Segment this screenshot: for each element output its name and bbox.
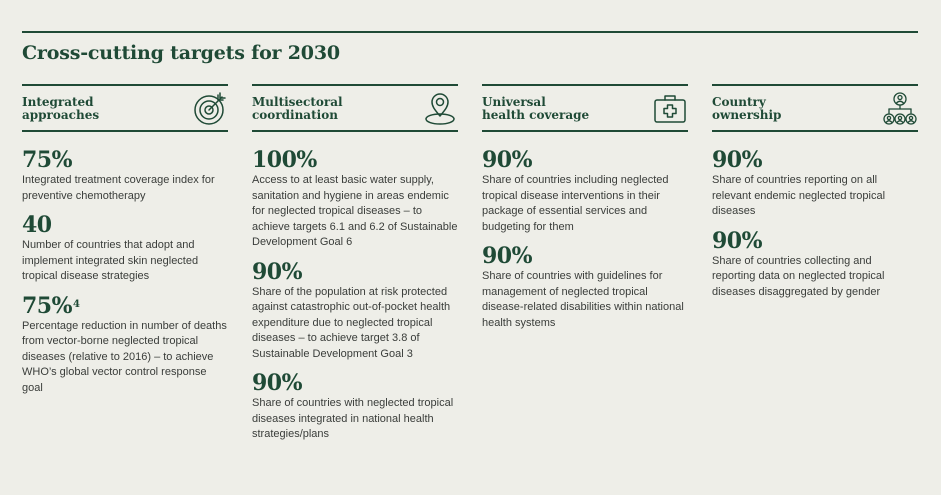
target-description: Share of countries reporting on all relevant endemic neglected tropical diseases: [712, 174, 886, 217]
column-header: [252, 86, 458, 130]
target-item: [712, 148, 918, 220]
target-item: [22, 213, 228, 285]
target-value: 90%: [712, 227, 763, 254]
target-item: [252, 260, 458, 363]
target-item: [482, 244, 688, 331]
top-divider: [22, 31, 918, 33]
target-icon: [192, 91, 228, 127]
target-value: 90%: [482, 243, 533, 269]
target-description: Share of countries with neglected tropical diseases integrated in national health strategies/plans: [252, 397, 454, 440]
target-item: [482, 148, 688, 235]
column-integrated-approaches: [22, 84, 228, 405]
column-title: Integrated approaches: [22, 95, 100, 122]
location-pin-icon: [422, 91, 458, 127]
target-description: Share of the population at risk protected against catastrophic out-of-pocket health expenditure due to neglected tropical diseases – to achieve target 3.8 of Sustainable Development Goal 3: [252, 285, 451, 360]
target-description: Share of countries including neglected tropical disease interventions in their package of essential services and budgeting for them: [482, 174, 669, 233]
target-item: [252, 148, 458, 251]
page-title: Cross-cutting targets for 2030: [22, 42, 340, 64]
column-title: Country ownership: [712, 95, 782, 122]
target-description: Percentage reduction in number of deaths from vector-borne neglected tropical diseases (relative to 2016) – to achieve WHO’s global vector control response goal: [22, 319, 227, 394]
column-multisectoral-coordination: [252, 84, 458, 452]
target-list: [22, 132, 228, 396]
target-description: Share of countries collecting and reporting data on neglected tropical diseases disaggregated by gender: [712, 254, 885, 298]
target-item: [22, 294, 228, 397]
target-list: [252, 132, 458, 443]
first-aid-kit-icon: [652, 91, 688, 127]
target-description: Integrated treatment coverage index for preventive chemotherapy: [22, 174, 215, 202]
column-title: Multisectoral coordination: [252, 95, 343, 122]
target-list: [482, 132, 688, 331]
target-description: Access to at least basic water supply, sanitation and hygiene in areas endemic for neglected tropical diseases – to achieve targets 6.1 and 6.2 of Sustainable Development Goal 6: [252, 174, 458, 248]
target-value: 40: [22, 212, 52, 238]
column-header: [482, 86, 688, 130]
target-description: Share of countries with guidelines for management of neglected tropical disease-related disabilities within national health systems: [482, 270, 684, 329]
target-value: 100%: [252, 147, 317, 173]
target-item: [22, 148, 228, 204]
target-item: [252, 371, 458, 443]
column-title: Universal health coverage: [482, 95, 590, 122]
target-value: 90%: [712, 147, 763, 173]
target-value: 75%: [22, 147, 73, 173]
target-value: 90%: [252, 258, 303, 285]
people-hierarchy-icon: [882, 91, 918, 127]
target-description: Number of countries that adopt and implement integrated skin neglected tropical disease strategies: [22, 239, 199, 282]
column-header: [712, 86, 918, 130]
column-country-ownership: [712, 84, 918, 309]
column-universal-health-coverage: [482, 84, 688, 340]
column-header: [22, 86, 228, 130]
target-value: 75%$^4$: [22, 292, 80, 319]
footnote-marker: 4: [73, 298, 80, 310]
target-list: [712, 132, 918, 300]
target-value: 90%: [252, 370, 303, 396]
target-value: 90%: [482, 147, 533, 173]
target-item: [712, 229, 918, 301]
